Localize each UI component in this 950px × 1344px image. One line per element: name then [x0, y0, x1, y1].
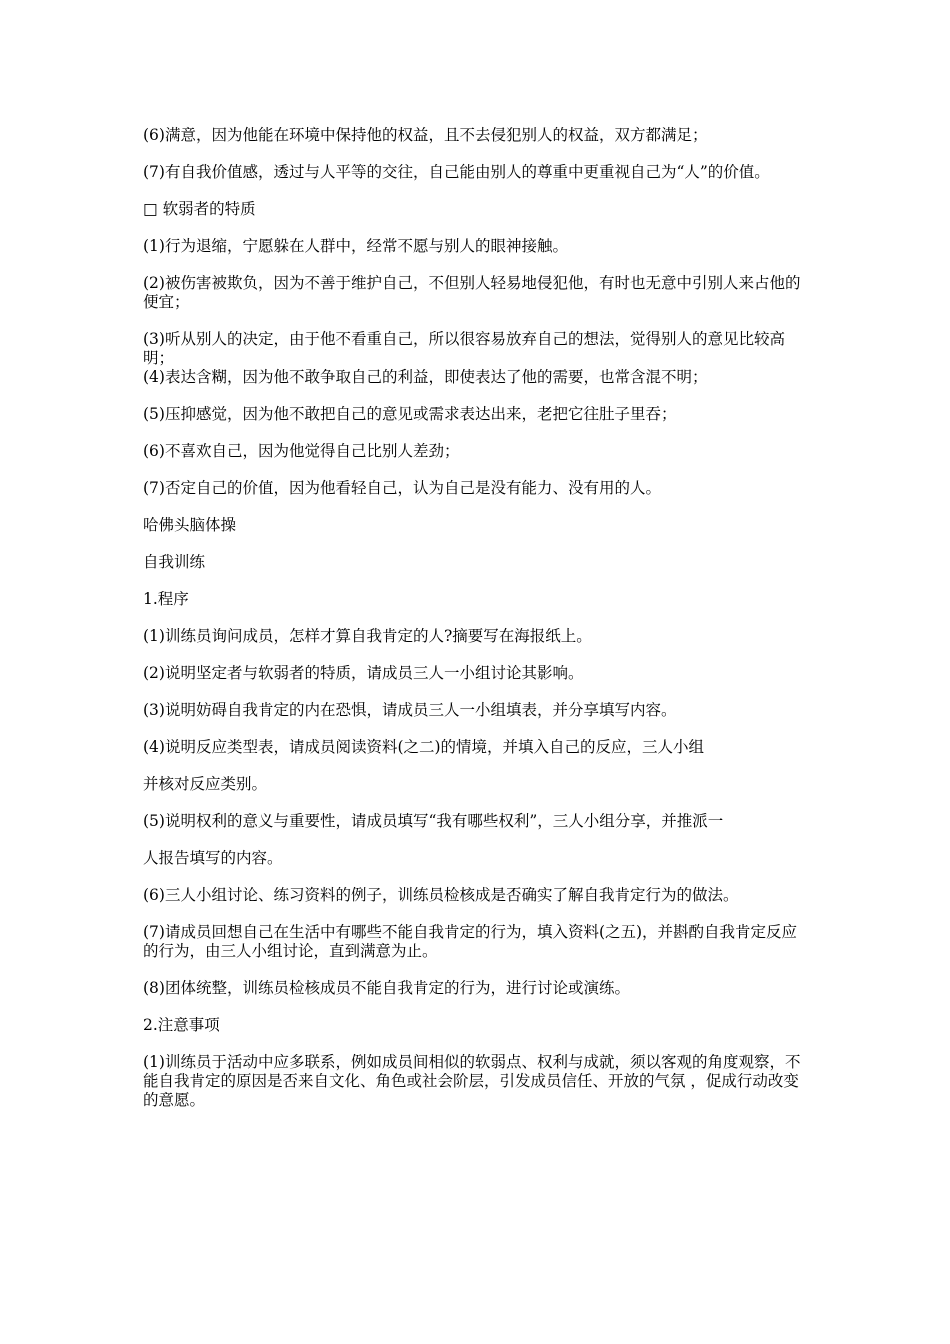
procedure-step-6: (6)三人小组讨论、练习资料的例子，训练员检核成是否确实了解自我肯定行为的做法。 [143, 886, 739, 904]
paragraph-dislikes-self: (6)不喜欢自己，因为他觉得自己比别人差劲； [143, 442, 460, 460]
section-heading-self-training: 自我训练 [143, 553, 206, 571]
document-body [143, 126, 811, 1128]
section-heading-harvard: 哈佛头脑体操 [143, 516, 237, 534]
paragraph-follows-others: (3)听从别人的决定，由于他不看重自己，所以很容易放弃自己的想法，觉得别人的意见比较高明； [143, 330, 785, 367]
paragraph-suppressed-feelings: (5)压抑感觉，因为他不敢把自己的意见或需求表达出来，老把它往肚子里吞； [143, 405, 677, 423]
paragraph-satisfied: (6)满意，因为他能在环境中保持他的权益，且不去侵犯别人的权益，双方都满足； [143, 126, 708, 144]
notes-item-1: (1)训练员于活动中应多联系，例如成员间相似的软弱点、权利与成就，须以客观的角度观察，不能自我肯定的原因是否来自文化、角色或社会阶层，引发成员信任、开放的气氛 ，促成行动改变的意愿。 [143, 1053, 801, 1109]
section-heading-weak-traits: □ 软弱者的特质 [143, 200, 256, 218]
section-heading-notes: 2.注意事项 [143, 1016, 220, 1034]
paragraph-denies-worth: (7)否定自己的价值，因为他看轻自己，认为自己是没有能力、没有用的人。 [143, 479, 661, 497]
procedure-step-5: (5)说明权利的意义与重要性，请成员填写“我有哪些权利”，三人小组分享，并推派一 [143, 812, 724, 830]
paragraph-withdrawn: (1)行为退缩，宁愿躲在人群中，经常不愿与别人的眼神接触。 [143, 237, 568, 255]
paragraph-vague-expression: (4)表达含糊，因为他不敢争取自己的利益，即使表达了他的需要，也常含混不明； [143, 368, 708, 386]
procedure-step-5-continued: 人报告填写的内容。 [143, 849, 283, 867]
procedure-step-3: (3)说明妨碍自我肯定的内在恐惧，请成员三人一小组填表，并分享填写内容。 [143, 701, 677, 719]
procedure-step-8: (8)团体统整，训练员检核成员不能自我肯定的行为，进行讨论或演练。 [143, 979, 630, 997]
procedure-step-4-continued: 并核对反应类别。 [143, 775, 268, 793]
procedure-step-1: (1)训练员询问成员，怎样才算自我肯定的人?摘要写在海报纸上。 [143, 627, 592, 645]
procedure-step-2: (2)说明坚定者与软弱者的特质，请成员三人一小组讨论其影响。 [143, 664, 584, 682]
procedure-step-7: (7)请成员回想自己在生活中有哪些不能自我肯定的行为，填入资料(之五)，并斟酌自我肯定反应的行为，由三人小组讨论，直到满意为止。 [143, 923, 798, 960]
section-heading-procedure: 1.程序 [143, 590, 189, 608]
procedure-step-4: (4)说明反应类型表，请成员阅读资料(之二)的情境，并填入自己的反应，三人小组 [143, 738, 705, 756]
paragraph-self-worth: (7)有自我价值感，透过与人平等的交往，自己能由别人的尊重中更重视自己为“人”的价值。 [143, 163, 770, 181]
paragraph-bullied: (2)被伤害被欺负，因为不善于维护自己，不但别人轻易地侵犯他，有时也无意中引别人来占他的便宜； [143, 274, 801, 311]
